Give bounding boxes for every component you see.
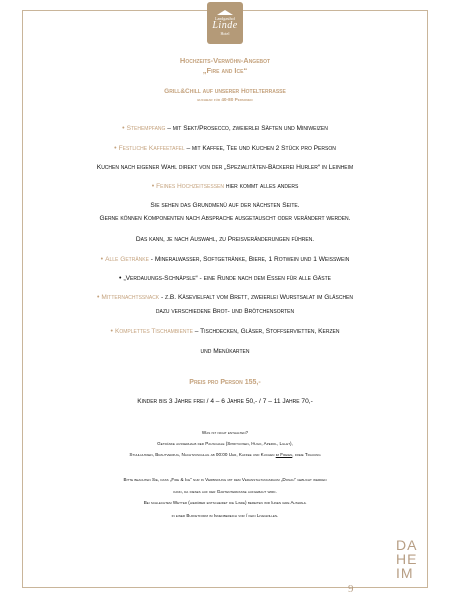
brand-line: IM (396, 565, 414, 581)
bullet-icon: • (114, 145, 117, 152)
item-name: Mitternachtssnack (101, 294, 160, 301)
subtitle-line-2: buchbar für 40-80 Personen (197, 97, 253, 102)
item-text: – mit Kaffee, Tee und Kuchen 2 Stück pro Person (184, 145, 336, 152)
menu-line-2: Gerne können Komponenten nach Absprache ausgetauscht oder verändert werden. (99, 215, 351, 222)
kids-text: Jahre (224, 398, 246, 405)
list-item (30, 294, 420, 301)
house-icon (217, 10, 233, 15)
item-name: Alle Getränke (105, 256, 149, 263)
list-item (30, 275, 420, 282)
list-item (30, 256, 420, 263)
excluded-text: Stuhlhussen, Brautverzug, Nachtzuschlag ab 00:00 Uhr, Kaffee und Kuchen (129, 452, 276, 457)
logo (207, 2, 243, 44)
excluded-text: , freie Trauung (292, 452, 321, 457)
kuchen-line: Kuchen nach eigener Wahl direkt von der „Spezialitäten-Bäckerei Hurler“ in Leinheim (96, 164, 354, 171)
tischambiente-line-2: und Menükarten (200, 348, 250, 355)
logo-line-3: Hotel (220, 31, 230, 36)
mitternacht-line-2: dazu verschiedene Brot- und Brötchensorten (155, 308, 295, 315)
kids-text: 50,- (245, 398, 258, 405)
list-item (30, 328, 420, 335)
kids-text: / (257, 398, 263, 405)
price-per-person: Preis pro Person 155,- (189, 379, 261, 386)
bullet-icon: • (118, 275, 122, 282)
bullet-icon: • (110, 328, 113, 335)
item-text: – Tischdecken, Gläser, Stoffservietten, Kerzen (192, 328, 340, 335)
note-line-4: in einer Buffetform im Innenbereich vor / kein Livegrillen. (171, 513, 279, 518)
brand-line: DA (396, 537, 418, 553)
kids-prices (30, 398, 420, 405)
note-line-1: Bitte beachten Sie, dass „Fire & Ice“ nur in Verbindung mit dem Veranstaltungsraum „Donau“ gebucht werden (123, 477, 327, 482)
note-line-2: kann, da dieses auf der Gartenterrasse aufgebaut wird. (173, 489, 277, 494)
kids-text: 4 – 6 (210, 398, 225, 405)
kids-text: 70,- (301, 398, 313, 405)
kids-text: 7 – 11 (262, 398, 281, 405)
excluded-underlined: im Freien (275, 452, 293, 457)
logo-line-1: Landgasthof (215, 16, 235, 21)
kids-text: Kinder bis (137, 398, 169, 405)
brand-line: HE (396, 551, 418, 567)
item-name: Festliche Kaffeetafel (118, 145, 185, 152)
logo-line-2: Linde (212, 20, 238, 31)
excluded-line-2 (30, 452, 420, 457)
excluded-line-1: Getränke außerhalb der Pauschale (Spirituosen, Hugo, Aperol, Lillet), (157, 441, 293, 446)
subtitle-line-1: Grill&Chill auf unserer Hotelterrasse (164, 88, 286, 95)
item-text: - z.B. Käsevielfalt vom Brett, zweierlei Wurstsalat im Gläschen (159, 294, 354, 301)
brand-mark (396, 538, 417, 580)
menu-line-1: Sie sehen das Grundmenü auf der nächsten Seite. (150, 202, 300, 209)
item-text: - Mineralwasser, Softgetränke, Biere, 1 Rotwein und 1 Weißwein (148, 256, 350, 263)
excluded-heading: Was ist nicht enthalten? (201, 430, 249, 435)
list-item (30, 145, 420, 152)
item-text: – mit Sekt/Prosecco, zweierlei Säften und Miniweizen (165, 125, 328, 132)
item-name: Feines Hochzeitsessen (156, 183, 224, 190)
item-name: Stehempfang (126, 125, 166, 132)
list-item (30, 183, 420, 190)
bullet-icon: • (151, 183, 155, 190)
bullet-icon: • (100, 256, 104, 263)
bullet-icon: • (96, 294, 100, 301)
item-text: „Verdauungs-Schnäpsle“ - eine Runde nach dem Essen für alle Gäste (123, 275, 331, 282)
kids-text: Jahre frei / (172, 398, 211, 405)
kids-text: Jahre (280, 398, 302, 405)
title-line-2: „Fire and Ice“ (202, 66, 248, 75)
item-name: Komplettes Tischambiente (114, 328, 193, 335)
title-line-1: Hochzeits-Verwöhn-Angebot (179, 56, 271, 65)
page-number: 9 (348, 583, 354, 595)
list-item (30, 125, 420, 132)
note-line-3: Bei schlechtem Wetter (hierüber entscheidet die Linde) bereiten wir Ihnen ihre Auswahl (143, 500, 307, 505)
bullet-icon: • (122, 125, 125, 132)
item-text: hier kommt alles anders (224, 183, 299, 190)
menu-line-3: Das kann, je nach Auswahl, zu Preisveränderungen führen. (135, 236, 315, 243)
kids-text: 3 (168, 398, 173, 405)
